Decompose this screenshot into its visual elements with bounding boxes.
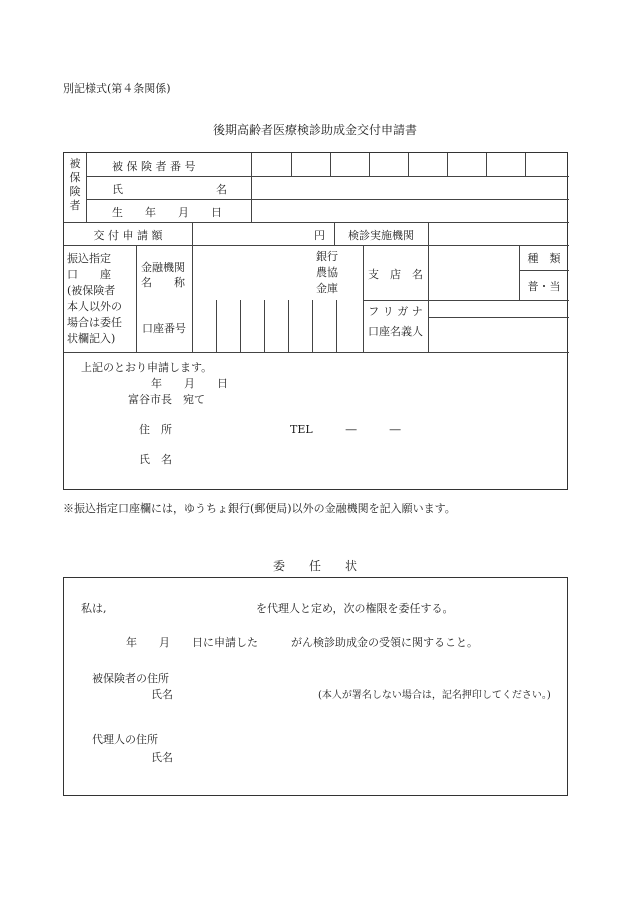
applicant-address-label: 住 所 xyxy=(139,423,172,436)
insured-address-label: 被保険者の住所 xyxy=(92,672,169,685)
furigana-label: フ リ ガ ナ xyxy=(368,305,423,318)
institution-name-label-2: 名 称 xyxy=(141,276,185,289)
insured-side-label: 被 保 険 者 xyxy=(69,157,81,212)
account-type-label: 種 類 xyxy=(527,252,561,265)
tel-label: TEL ― ― xyxy=(290,423,401,436)
poa-line2: 年 月 日に申請した がん検診助成金の受領に関すること。 xyxy=(126,636,478,649)
account-type-value: 普・当 xyxy=(527,280,561,293)
power-of-attorney-title: 委 任 状 xyxy=(272,559,357,573)
account-holder-label: 口座名義人 xyxy=(368,325,423,338)
institution-name-label-1: 金融機関 xyxy=(141,261,185,274)
birth-date-label: 生 年 月 日 xyxy=(112,206,222,219)
power-of-attorney-box xyxy=(63,577,568,796)
insured-number-label: 被 保 険 者 番 号 xyxy=(112,160,196,173)
bank-side-label: 振込指定 口 座 (被保険者 本人以外の 場合は委任 状欄記入) xyxy=(67,252,122,345)
application-table xyxy=(63,152,568,490)
addressee: 富谷市長 宛て xyxy=(128,393,205,406)
insured-name-label: 氏名 xyxy=(151,688,173,701)
agent-name-label: 氏名 xyxy=(151,751,173,764)
poa-line1-prefix: 私は, xyxy=(81,602,107,615)
applicant-name-label: 氏 名 xyxy=(139,453,172,466)
agent-address-label: 代理人の住所 xyxy=(92,733,158,746)
bank-note: ※振込指定口座欄には，ゆうちょ銀行(郵便局)以外の金融機関を記入願います。 xyxy=(63,502,456,515)
application-date: 年 月 日 xyxy=(151,377,228,390)
yen-unit: 円 xyxy=(314,229,325,242)
institution-type-options: 銀行 農協 金庫 xyxy=(316,250,338,295)
form-label: 別記様式(第４条関係) xyxy=(63,82,171,95)
form-title: 後期高齢者医療検診助成金交付申請書 xyxy=(212,123,417,137)
account-number-label: 口座番号 xyxy=(142,322,186,335)
name-label-second: 名 xyxy=(216,183,227,196)
exam-institution-label: 検診実施機関 xyxy=(348,229,414,242)
signature-note: (本人が署名しない場合は，記名押印してください。) xyxy=(318,690,551,701)
branch-name-label: 支 店 名 xyxy=(368,268,423,281)
grant-amount-label: 交 付 申 請 額 xyxy=(93,229,163,242)
poa-line1-suffix: を代理人と定め，次の権限を委任する。 xyxy=(256,602,454,615)
application-statement: 上記のとおり申請します。 xyxy=(81,361,213,374)
name-label-first: 氏 xyxy=(112,183,123,196)
